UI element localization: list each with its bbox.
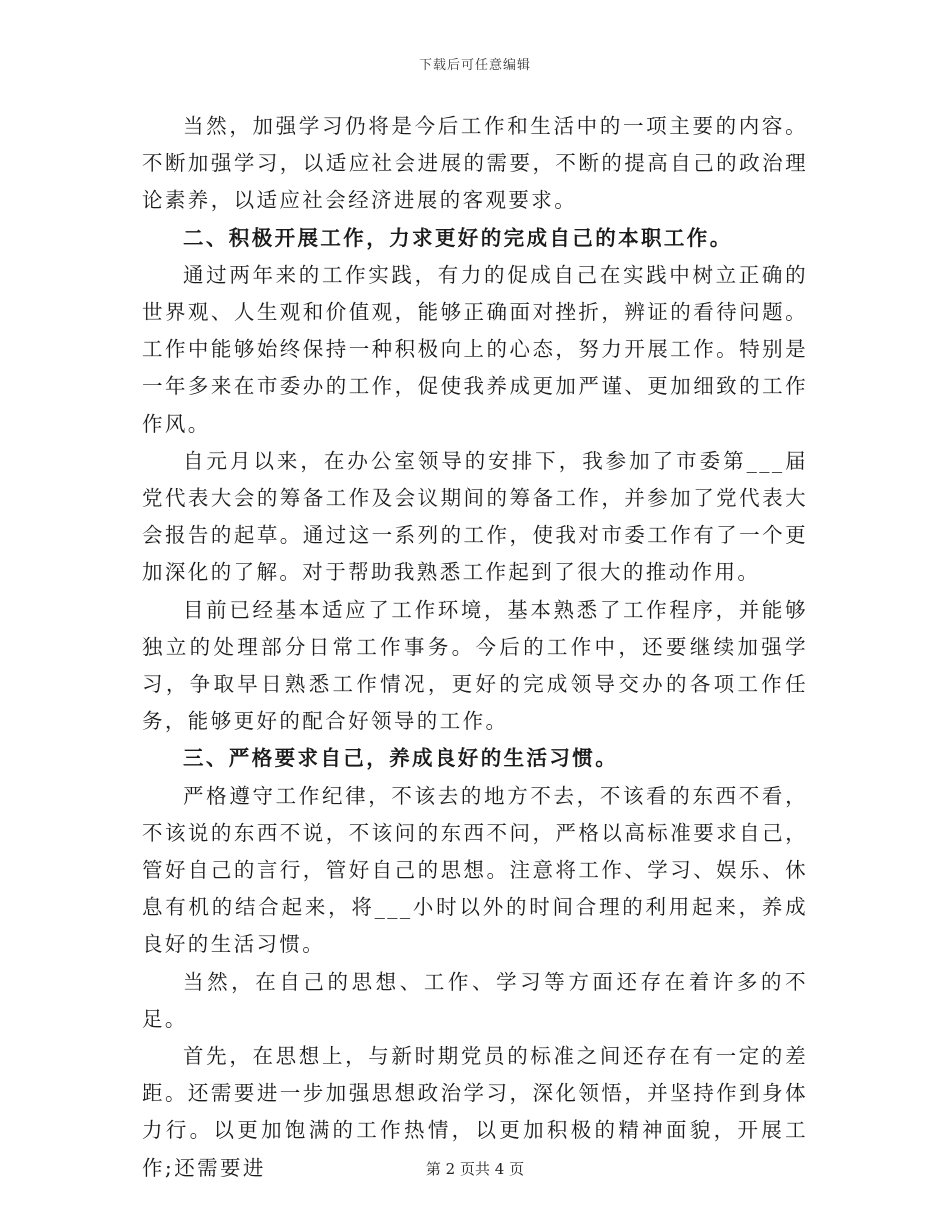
paragraph-1: 当然，加强学习仍将是今后工作和生活中的一项主要的内容。不断加强学习，以适应社会进展的需要，不断的提高自己的政治理论素养，以适应社会经济进展的客观要求。	[142, 114, 808, 213]
paragraph-7: 首先，在思想上，与新时期党员的标准之间还存在有一定的差距。还需要进一步加强思想政治学习，深化领悟，并坚持作到身体力行。以更加饱满的工作热情，以更加积极的精神面貌，开展工作;还需要进	[142, 1044, 808, 1180]
page-number-footer: 第 2 页共 4 页	[425, 1160, 525, 1178]
paragraph-4: 目前已经基本适应了工作环境，基本熟悉了工作程序，并能够独立的处理部分日常工作事务。今后的工作中，还要继续加强学习，争取早日熟悉工作情况，更好的完成领导交办的各项工作任务，能够更好的配合好领导的工作。	[142, 597, 808, 734]
page-header: 下载后可任意编辑	[418, 58, 531, 73]
document-body	[142, 108, 808, 1187]
paragraph-5: 严格遵守工作纪律，不该去的地方不去，不该看的东西不看，不该说的东西不说，不该问的东西不问，严格以高标准要求自己，管好自己的言行，管好自己的思想。注意将工作、学习、娱乐、休息有机的结合起来，将___小时以外的时间合理的利用起来，养成良好的生活习惯。	[142, 783, 808, 957]
paragraph-3: 自元月以来，在办公室领导的安排下，我参加了市委第___届党代表大会的筹备工作及会议期间的筹备工作，并参加了党代表大会报告的起草。通过这一系列的工作，使我对市委工作有了一个更加深化的了解。对于帮助我熟悉工作起到了很大的推动作用。	[142, 448, 808, 585]
paragraph-6: 当然，在自己的思想、工作、学习等方面还存在着许多的不足。	[142, 969, 808, 1031]
section-heading-2: 二、积极开展工作，力求更好的完成自己的本职工作。	[183, 225, 733, 250]
section-heading-3: 三、严格要求自己，养成良好的生活习惯。	[183, 746, 619, 771]
paragraph-2: 通过两年来的工作实践，有力的促成自己在实践中树立正确的世界观、人生观和价值观，能够正确面对挫折，辨证的看待问题。工作中能够始终保持一种积极向上的心态，努力开展工作。特别是一年多来在市委办的工作，促使我养成更加严谨、更加细致的工作作风。	[142, 262, 808, 436]
